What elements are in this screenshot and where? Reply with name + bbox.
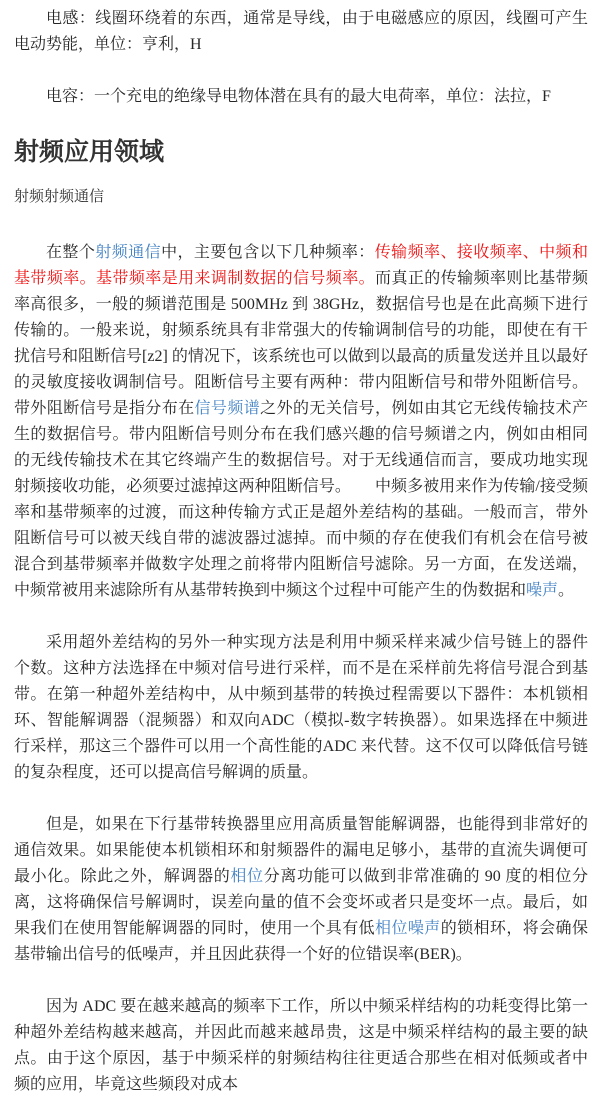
sub-heading: 射频射频通信: [14, 189, 105, 205]
text-run: 中，主要包含以下几种频率：: [161, 244, 375, 261]
text-run: 的锁相环，将会确保基带输出信号的低噪声，并且因此获得一个好的位错误率(BER)。: [14, 920, 588, 963]
text-run: 在整个: [46, 244, 96, 261]
link-rf-communication[interactable]: 射频通信: [95, 244, 162, 261]
paragraph-demodulator: [14, 812, 588, 968]
capacitance-text: 电容：一个充电的绝缘导电物体潜在具有的最大电荷率，单位：法拉，F: [46, 88, 551, 105]
if-sampling-text: 采用超外差结构的另外一种实现方法是利用中频采样来减少信号链上的器件个数。这种方法选择在中频对信号进行采样，而不是在采样前先将信号混合到基带。在第一种超外差结构中，从中频到基带的转换过程需要以下器件：本机锁相环、智能解调器（混频器）和双向ADC（模拟-数字转换器）。如果选择在中频进行采样，那这三个器件可以用一个高性能的ADC 来代替。这不仅可以降低信号链的复杂程度，还可以提高信号解调的质量。: [14, 634, 588, 781]
text-run: 分离功能可以做到非常准确的 90 度的相位分离，这将确保信号解调时，误差向量的值不会变坏或者只是变坏一点。最后，如果我们在使用智能解调器的同时，使用一个具有低: [14, 868, 588, 937]
text-run: 之外的无关信号，例如由其它无线传输技术产生的数据信号。带内阻断信号则分布在我们感兴趣的信号频谱之内，例如由相同的无线传输技术在其它终端产生的数据信号。对于无线通信而言，要成功地实现射频接收功能，必须要过滤掉这两种阻断信号。 中频多被用来作为传输/接受频率和基带频率的过渡，而这种传输方式正是超外差结构的基础。一般而言，带外阻断信号可以被天线自带的滤波器过滤掉。而中频的存在使我们有机会在信号被混合到基带频率并做数字处理之前将带内阻断信号滤除。另一方面，在发送端，中频常被用来滤除所有从基带转换到中频这个过程中可能产生的伪数据和: [14, 400, 588, 599]
adc-cost-text: 因为 ADC 要在越来越高的频率下工作，所以中频采样结构的功耗变得比第一种超外差结构越来越高，并因此而越来越昂贵，这是中频采样结构的最主要的缺点。由于这个原因，基于中频采样的射频结构往往更适合那些在相对低频或者中频的应用，毕竟这些频段对成本: [14, 998, 588, 1093]
text-run: 而真正的传输频率则比基带频率高很多，一般的频谱范围是 500MHz 到 38GHz，数据信号也是在此高频下进行传输的。一般来说，射频系统具有非常强大的传输调制信号的功能，即使在有干扰信号和阻断信号[z2] 的情况下，该系统也可以做到以最高的质量发送并且以最好的灵敏度接收调制信号。阻断信号主要有两种：带内阻断信号和带外阻断信号。带外阻断信号是指分布在: [14, 270, 588, 417]
inductance-text: 电感：线圈环绕着的东西，通常是导线，由于电磁感应的原因，线圈可产生电动势能，单位：亨利，H: [14, 10, 588, 53]
link-phase[interactable]: 相位: [230, 868, 264, 885]
paragraph-adc-cost: [14, 994, 588, 1098]
link-phase-noise[interactable]: 相位噪声: [375, 920, 441, 937]
paragraph-inductance: [14, 6, 588, 58]
paragraph-rf-frequencies: [14, 240, 588, 604]
link-signal-spectrum[interactable]: 信号频谱: [194, 400, 261, 417]
section-heading: 射频应用领域: [14, 139, 165, 166]
text-run: 。: [558, 582, 575, 599]
text-run: 但是，如果在下行基带转换器里应用高质量智能解调器，也能得到非常好的通信效果。如果能使本机锁相环和射频器件的漏电足够小，基带的直流失调便可最小化。除此之外，解调器的: [14, 816, 588, 885]
paragraph-capacitance: [14, 84, 588, 110]
link-noise[interactable]: 噪声: [526, 582, 559, 599]
red-emphasis-text: 传输频率、接收频率、中频和基带频率。基带频率是用来调制数据的信号频率。: [14, 244, 588, 287]
paragraph-if-sampling: [14, 630, 588, 786]
